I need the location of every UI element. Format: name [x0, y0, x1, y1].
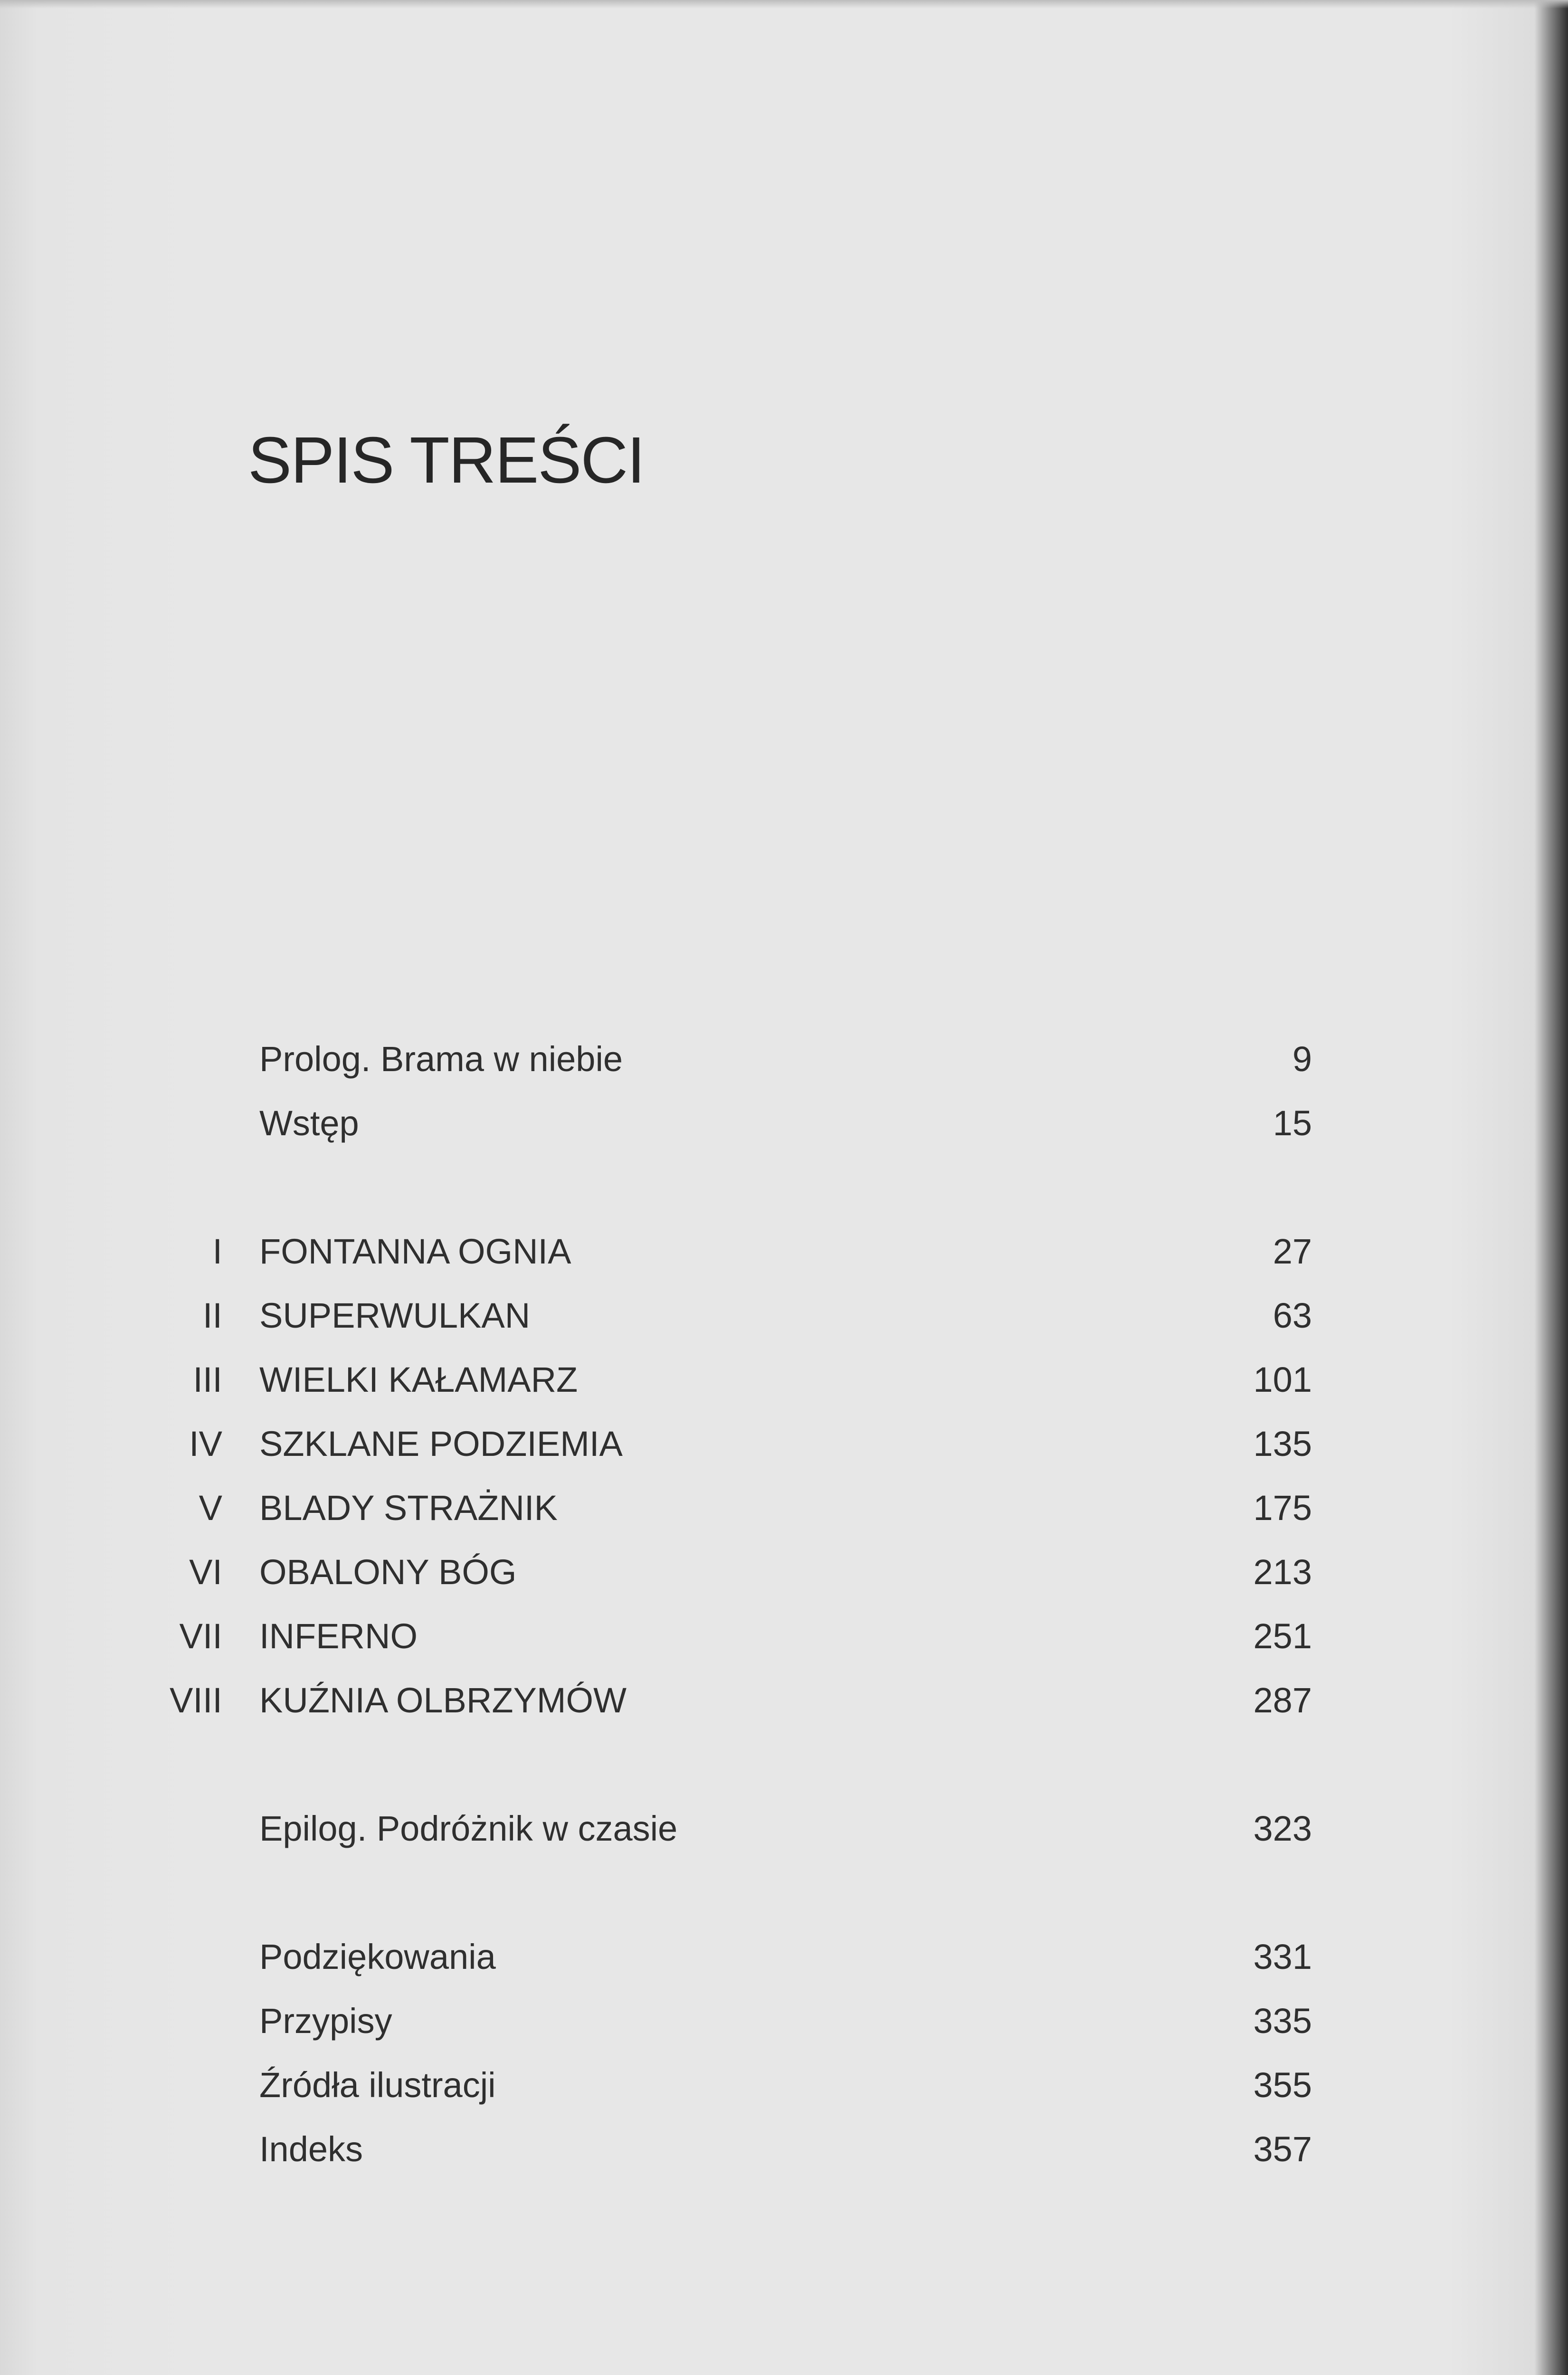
chapter-title: SZKLANE PODZIEMIA: [259, 1424, 623, 1463]
entry-page-number: 135: [1253, 1424, 1312, 1463]
entry-label: Podziękowania: [259, 1937, 496, 1976]
entry-label: Źródła ilustracji: [259, 2065, 496, 2105]
chapter-title: FONTANNA OGNIA: [259, 1232, 571, 1271]
entry-page-number: 251: [1253, 1616, 1312, 1656]
toc-chapter-4: [0, 1420, 1568, 1468]
entry-page-number: 63: [1273, 1296, 1312, 1335]
entry-page-number: 15: [1273, 1103, 1312, 1143]
toc-chapter-1: [0, 1228, 1568, 1275]
entry-page-number: 27: [1273, 1232, 1312, 1271]
entry-page-number: 175: [1253, 1488, 1312, 1528]
toc-chapter-6: [0, 1548, 1568, 1596]
toc-entry-epilog: [0, 1805, 1568, 1852]
entry-page-number: 331: [1253, 1937, 1312, 1976]
toc-entry-indeks: [0, 2126, 1568, 2173]
entry-page-number: 101: [1253, 1360, 1312, 1399]
entry-label: Prolog. Brama w niebie: [259, 1039, 623, 1079]
chapter-title: KUŹNIA OLBRZYMÓW: [259, 1681, 627, 1720]
toc-chapter-5: [0, 1484, 1568, 1532]
entry-page-number: 357: [1253, 2129, 1312, 2169]
toc-chapter-2: [0, 1292, 1568, 1340]
chapter-numeral: V: [199, 1488, 222, 1528]
entry-label: Przypisy: [259, 2001, 392, 2041]
toc-entry-zrodla-ilustracji: [0, 2062, 1568, 2109]
toc-entry-wstep: [0, 1100, 1568, 1147]
entry-page-number: 9: [1292, 1039, 1312, 1079]
toc-entry-podziekowania: [0, 1933, 1568, 1981]
entry-page-number: 323: [1253, 1809, 1312, 1848]
chapter-title: WIELKI KAŁAMARZ: [259, 1360, 578, 1399]
entry-label: Wstęp: [259, 1103, 359, 1143]
chapter-title: INFERNO: [259, 1616, 418, 1656]
entry-page-number: 287: [1253, 1681, 1312, 1720]
toc-entry-przypisy: [0, 1997, 1568, 2045]
chapter-numeral: III: [193, 1360, 222, 1399]
toc-chapter-3: [0, 1356, 1568, 1404]
toc-chapter-8: [0, 1677, 1568, 1724]
entry-label: Indeks: [259, 2129, 363, 2169]
chapter-numeral: VII: [179, 1616, 222, 1656]
toc-chapter-7: [0, 1613, 1568, 1660]
chapter-title: BLADY STRAŻNIK: [259, 1488, 558, 1528]
entry-label: Epilog. Podróżnik w czasie: [259, 1809, 678, 1848]
toc-entry-prolog: [0, 1036, 1568, 1083]
chapter-numeral: IV: [189, 1424, 222, 1463]
entry-page-number: 335: [1253, 2001, 1312, 2041]
entry-page-number: 355: [1253, 2065, 1312, 2105]
chapter-numeral: II: [202, 1296, 222, 1335]
entry-page-number: 213: [1253, 1552, 1312, 1592]
page-edge-shadow: [0, 0, 1568, 9]
chapter-title: OBALONY BÓG: [259, 1552, 517, 1592]
page-title: SPIS TREŚCI: [248, 424, 645, 497]
chapter-title: SUPERWULKAN: [259, 1296, 531, 1335]
chapter-numeral: VIII: [169, 1681, 222, 1720]
chapter-numeral: I: [212, 1232, 222, 1271]
chapter-numeral: VI: [189, 1552, 222, 1592]
